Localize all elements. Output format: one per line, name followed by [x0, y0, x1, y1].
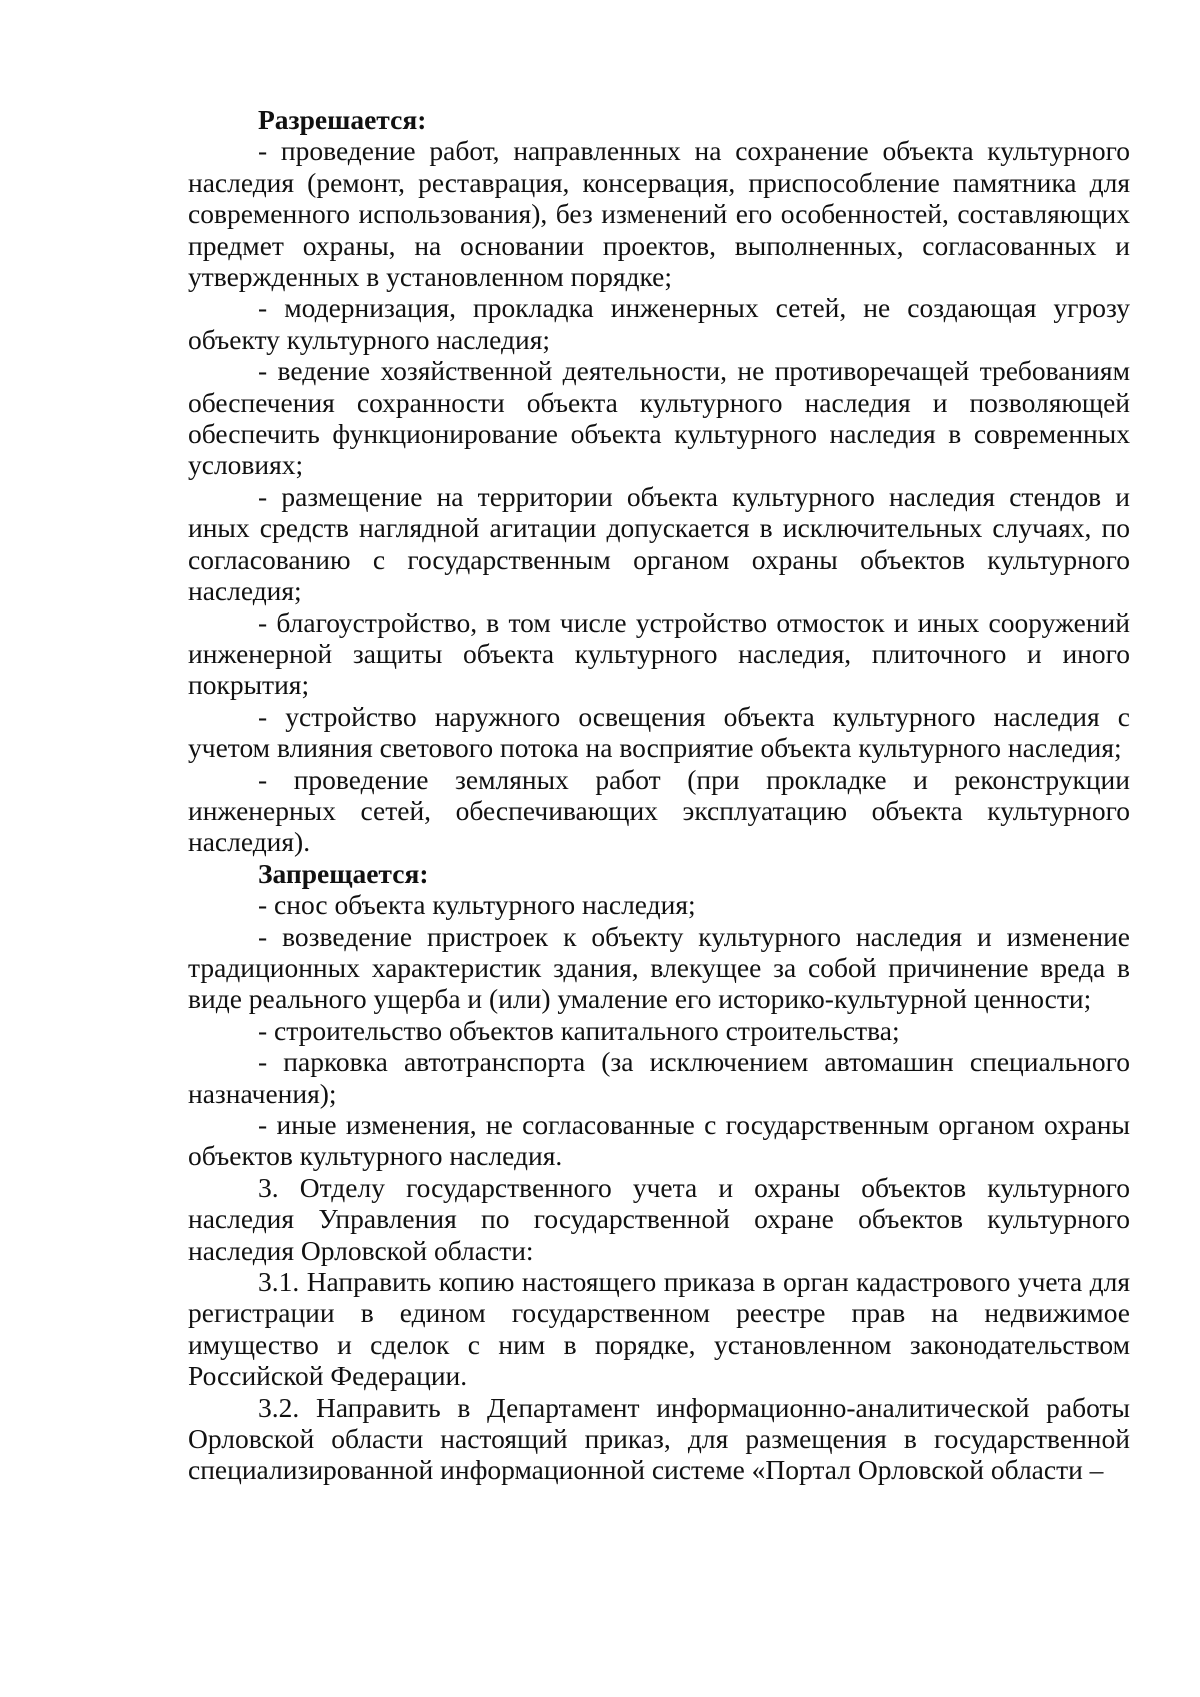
- allowed-item: - устройство наружного освещения объекта культурного наследия с учетом влияния светового потока на восприятие объекта культурного наследия;: [188, 700, 1130, 764]
- forbidden-item: - иные изменения, не согласованные с государственным органом охраны объектов культурного наследия.: [188, 1109, 1130, 1172]
- clause-paragraph: 3.1. Направить копию настоящего приказа в орган кадастрового учета для регистрации в едином государственном реестре прав на недвижимое имущество и сделок с ним в порядке, установленном законодательством Российской Федерации.: [188, 1266, 1130, 1392]
- document-page: [188, 104, 1130, 1486]
- clause-paragraph: 3.2. Направить в Департамент информационно-аналитической работы Орловской области настоящий приказ, для размещения в государственной специализированной информационной системе «Портал Орловской области –: [188, 1391, 1130, 1486]
- allowed-item: - ведение хозяйственной деятельности, не противоречащей требованиям обеспечения сохранности объекта культурного наследия и позволяющей обеспечить функционирование объекта культурного наследия в современных условиях;: [188, 355, 1130, 481]
- allowed-item: - проведение работ, направленных на сохранение объекта культурного наследия (ремонт, реставрация, консервация, приспособление памятника для современного использования), без изменений его особенностей, составляющих предмет охраны, на основании проектов, выполненных, согласованных и утвержденных в установленном порядке;: [188, 135, 1130, 293]
- allowed-item: - благоустройство, в том числе устройство отмосток и иных сооружений инженерной защиты объекта культурного наследия, плиточного и иного покрытия;: [188, 606, 1130, 701]
- allowed-heading: Разрешается:: [258, 104, 427, 135]
- allowed-item: - проведение земляных работ (при прокладке и реконструкции инженерных сетей, обеспечивающих эксплуатацию объекта культурного наследия).: [188, 763, 1130, 858]
- allowed-item: - модернизация, прокладка инженерных сетей, не создающая угрозу объекту культурного наследия;: [188, 292, 1130, 355]
- forbidden-item: - снос объекта культурного наследия;: [258, 889, 696, 921]
- forbidden-item: - возведение пристроек к объекту культурного наследия и изменение традиционных характеристик здания, влекущее за собой причинение вреда в виде реального ущерба и (или) умаление его историко-культурной ценности;: [188, 920, 1130, 1015]
- allowed-item: - размещение на территории объекта культурного наследия стендов и иных средств наглядной агитации допускается в исключительных случаях, по согласованию с государственным органом охраны объектов культурного наследия;: [188, 480, 1130, 607]
- clause-paragraph: 3. Отделу государственного учета и охраны объектов культурного наследия Управления по государственной охране объектов культурного наследия Орловской области:: [188, 1171, 1130, 1266]
- forbidden-heading: Запрещается:: [258, 857, 429, 889]
- forbidden-item: - строительство объектов капитального строительства;: [258, 1014, 900, 1046]
- forbidden-item: - парковка автотранспорта (за исключением автомашин специального назначения);: [188, 1046, 1130, 1109]
